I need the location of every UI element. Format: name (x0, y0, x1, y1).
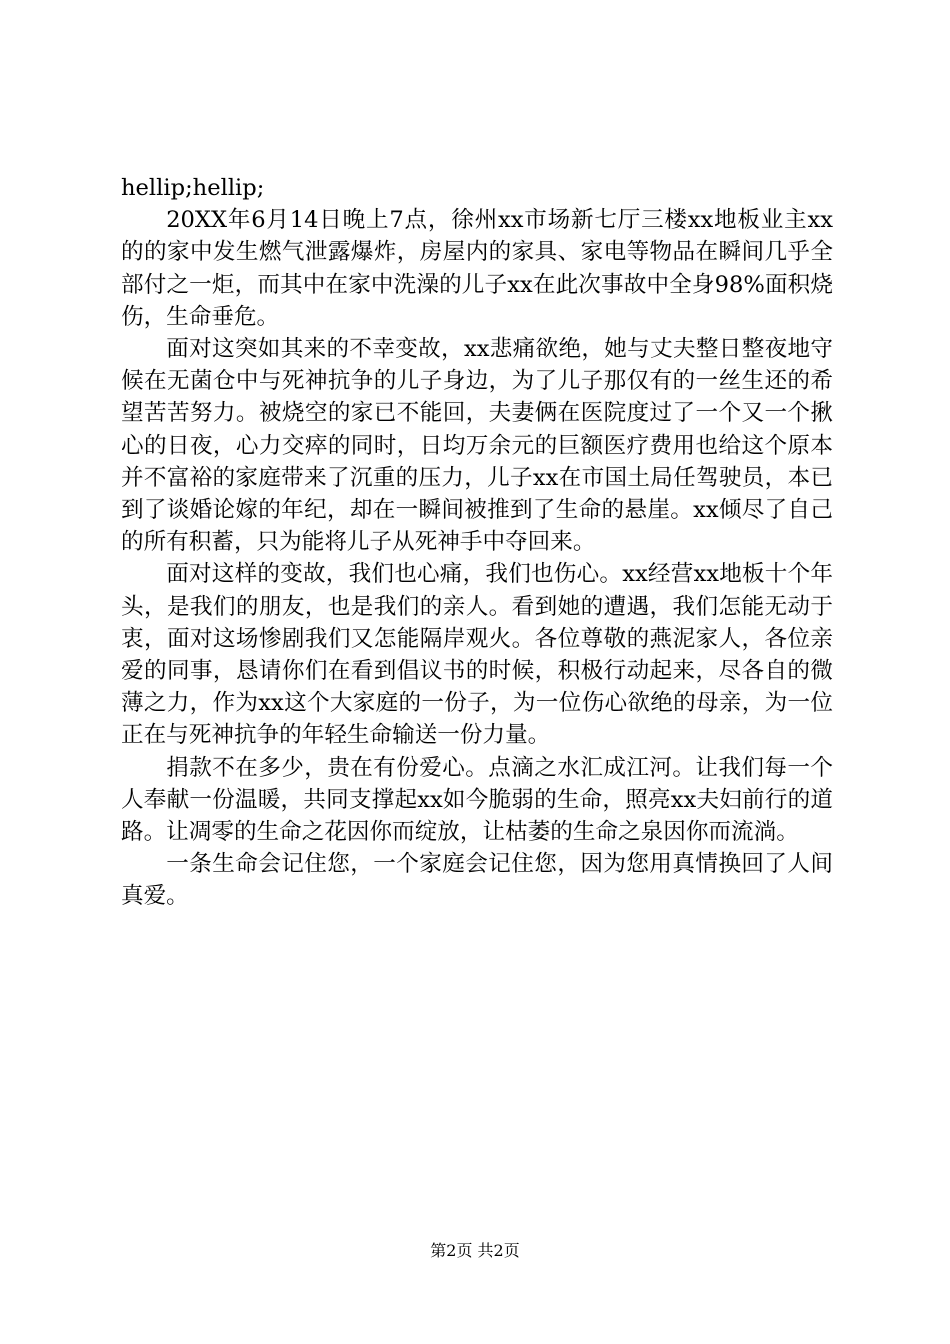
paragraph-1: 20XX年6月14日晚上7点，徐州xx市场新七厅三楼xx地板业主xx的的家中发生燃气泄露爆炸，房屋内的家具、家电等物品在瞬间几乎全部付之一炬，而其中在家中洗澡的儿子xx在此次事故中全身98%面积烧伤，生命垂危。 (121, 207, 833, 330)
page-number: 第2页 共2页 (430, 1241, 520, 1260)
lead-line: hellip;hellip; (121, 175, 265, 201)
document-body (121, 172, 833, 913)
paragraph-2: 面对这突如其来的不幸变故，xx悲痛欲绝，她与丈夫整日整夜地守候在无菌仓中与死神抗争的儿子身边，为了儿子那仅有的一丝生还的希望苦苦努力。被烧空的家已不能回，夫妻俩在医院度过了一个又一个揪心的日夜，心力交瘁的同时，日均万余元的巨额医疗费用也给这个原本并不富裕的家庭带来了沉重的压力，儿子xx在市国土局任驾驶员，本已到了谈婚论嫁的年纪，却在一瞬间被推到了生命的悬崖。xx倾尽了自己的所有积蓄，只为能将儿子从死神手中夺回来。 (121, 336, 833, 556)
paragraph-3: 面对这样的变故，我们也心痛，我们也伤心。xx经营xx地板十个年头，是我们的朋友，也是我们的亲人。看到她的遭遇，我们怎能无动于衷，面对这场惨剧我们又怎能隔岸观火。各位尊敬的燕泥家人，各位亲爱的同事，恳请你们在看到倡议书的时候，积极行动起来，尽各自的微薄之力，作为xx这个大家庭的一份子，为一位伤心欲绝的母亲，为一位正在与死神抗争的年轻生命输送一份力量。 (121, 561, 833, 749)
paragraph-4: 捐款不在多少，贵在有份爱心。点滴之水汇成江河。让我们每一个人奉献一份温暖，共同支撑起xx如今脆弱的生命，照亮xx夫妇前行的道路。让凋零的生命之花因你而绽放，让枯萎的生命之泉因你而流淌。 (121, 754, 833, 846)
page-footer (0, 1241, 950, 1261)
paragraph-5: 一条生命会记住您，一个家庭会记住您，因为您用真情换回了人间真爱。 (121, 851, 833, 910)
